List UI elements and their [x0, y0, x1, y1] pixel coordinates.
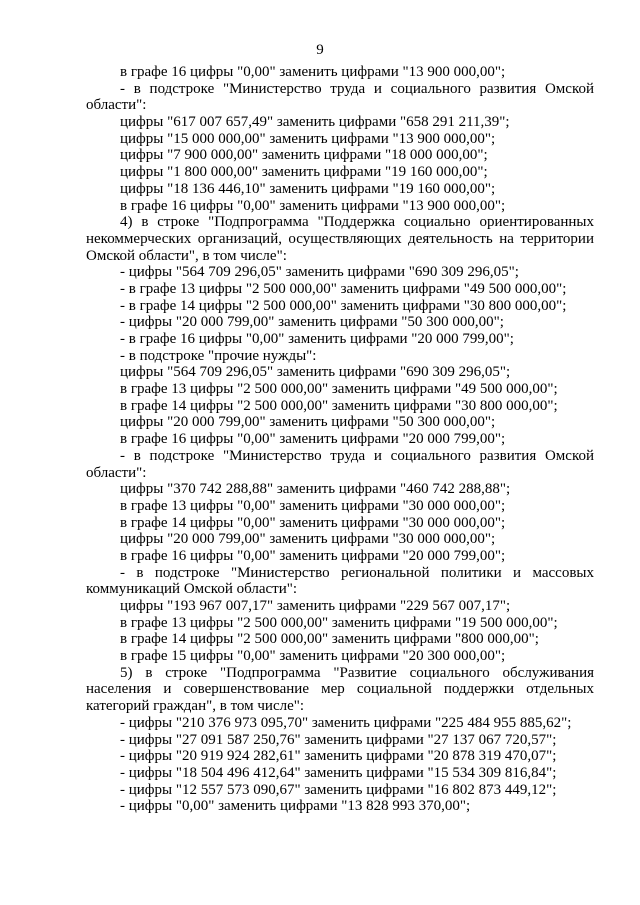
text-line: - в подстроке "Министерство труда и социального развития Омской: [120, 447, 594, 464]
text-line: цифры "20 000 799,00" заменить цифрами "50 300 000,00";: [120, 414, 496, 431]
text-line: - в графе 13 цифры "2 500 000,00" заменить цифрами "49 500 000,00";: [120, 280, 567, 297]
text-line: в графе 16 цифры "0,00" заменить цифрами "13 900 000,00";: [120, 197, 506, 214]
text-line: цифры "1 800 000,00" заменить цифрами "19 160 000,00";: [120, 164, 488, 181]
text-line: - в подстроке "прочие нужды":: [120, 347, 317, 364]
text-line: цифры "7 900 000,00" заменить цифрами "18 000 000,00";: [120, 147, 488, 164]
text-line: коммуникаций Омской области":: [86, 581, 298, 598]
text-line: - в подстроке "Министерство региональной политики и массовых: [120, 564, 594, 581]
text-line: в графе 14 цифры "0,00" заменить цифрами "30 000 000,00";: [120, 514, 506, 531]
text-line: в графе 16 цифры "0,00" заменить цифрами "20 000 799,00";: [120, 431, 506, 448]
text-line: в графе 14 цифры "2 500 000,00" заменить цифрами "800 000,00";: [120, 631, 539, 648]
text-line: цифры "18 136 446,10" заменить цифрами "19 160 000,00";: [120, 180, 496, 197]
text-line: - в графе 14 цифры "2 500 000,00" заменить цифрами "30 800 000,00";: [120, 297, 567, 314]
text-line: области":: [86, 97, 147, 114]
text-line: - в графе 16 цифры "0,00" заменить цифрами "20 000 799,00";: [120, 331, 514, 347]
text-line: - цифры "20 919 924 282,61" заменить цифрами "20 878 319 470,07";: [120, 748, 557, 765]
text-line: некоммерческих организаций, осуществляющих деятельность на территории: [86, 230, 594, 247]
text-line: - цифры "210 376 973 095,70" заменить цифрами "225 484 955 885,62";: [120, 714, 572, 731]
text-line: Омской области", в том числе":: [86, 247, 287, 264]
text-line: 5) в строке "Подпрограмма "Развитие социального обслуживания: [120, 664, 594, 681]
text-line: - цифры "20 000 799,00" заменить цифрами "50 300 000,00";: [120, 314, 504, 331]
text-line: - цифры "27 091 587 250,76" заменить цифрами "27 137 067 720,57";: [120, 731, 557, 748]
text-line: цифры "20 000 799,00" заменить цифрами "30 000 000,00";: [120, 531, 496, 548]
text-line: цифры "370 742 288,88" заменить цифрами "460 742 288,88";: [120, 481, 511, 498]
text-line: - цифры "564 709 296,05" заменить цифрами "690 309 296,05";: [120, 264, 519, 281]
text-line: в графе 16 цифры "0,00" заменить цифрами "20 000 799,00";: [120, 547, 506, 564]
text-line: в графе 16 цифры "0,00" заменить цифрами "13 900 000,00";: [120, 64, 506, 80]
text-line: цифры "193 967 007,17" заменить цифрами "229 567 007,17";: [120, 598, 511, 614]
text-line: категорий граждан", в том числе":: [86, 698, 305, 715]
text-line: в графе 13 цифры "2 500 000,00" заменить цифрами "49 500 000,00";: [120, 381, 558, 398]
text-line: в графе 13 цифры "2 500 000,00" заменить цифрами "19 500 000,00";: [120, 614, 558, 631]
text-line: в графе 13 цифры "0,00" заменить цифрами "30 000 000,00";: [120, 497, 506, 514]
text-line: области":: [86, 464, 147, 481]
text-line: населения и совершенствование мер социальной поддержки отдельных: [86, 681, 594, 698]
text-line: - цифры "18 504 496 412,64" заменить цифрами "15 534 309 816,84";: [120, 764, 557, 781]
text-line: - в подстроке "Министерство труда и социального развития Омской: [120, 80, 594, 97]
text-line: цифры "617 007 657,49" заменить цифрами "658 291 211,39";: [120, 114, 510, 131]
text-line: - цифры "0,00" заменить цифрами "13 828 993 370,00";: [120, 798, 471, 815]
page-number: 9: [316, 42, 324, 58]
text-line: в графе 14 цифры "2 500 000,00" заменить цифрами "30 800 000,00";: [120, 397, 558, 414]
text-line: - цифры "12 557 573 090,67" заменить цифрами "16 802 873 449,12";: [120, 781, 557, 798]
text-line: 4) в строке "Подпрограмма "Поддержка социально ориентированных: [120, 214, 594, 231]
document-body: [86, 64, 594, 815]
text-line: в графе 15 цифры "0,00" заменить цифрами "20 300 000,00";: [120, 648, 506, 665]
text-line: цифры "564 709 296,05" заменить цифрами "690 309 296,05";: [120, 364, 511, 381]
text-line: цифры "15 000 000,00" заменить цифрами "13 900 000,00";: [120, 130, 496, 147]
